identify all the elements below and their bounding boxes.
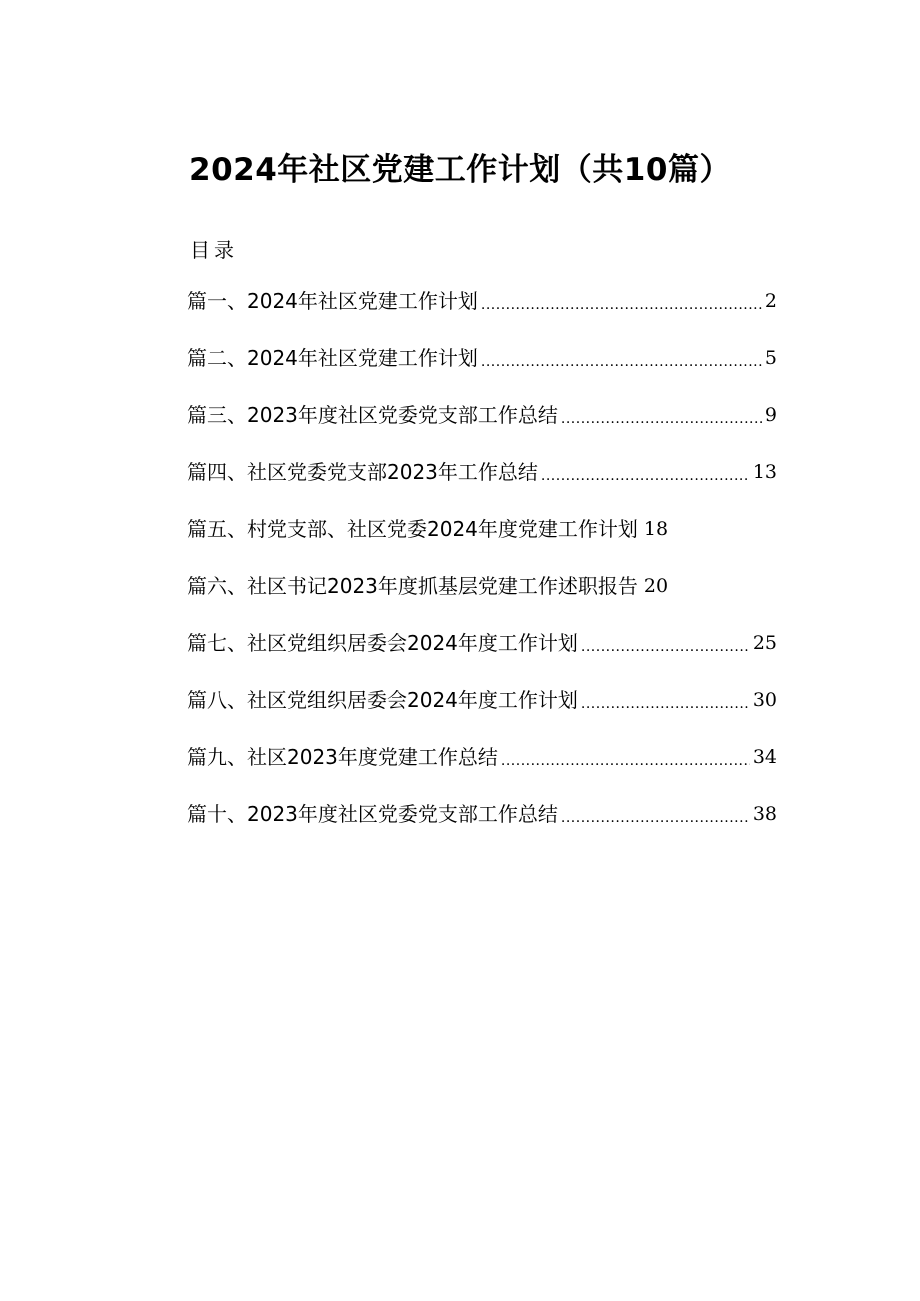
- toc-page-number: 13: [752, 461, 777, 483]
- toc-leader-dots: [581, 685, 750, 715]
- toc-leader-dots: [561, 799, 750, 829]
- toc-entry[interactable]: [187, 571, 777, 628]
- toc-leader-dots: [501, 742, 750, 772]
- toc-entry-title: 篇五、村党支部、社区党委2024年度党建工作计划: [187, 517, 638, 541]
- toc-entry-title: 篇一、2024年社区党建工作计划: [187, 289, 478, 313]
- toc-leader-dots: [541, 457, 750, 487]
- toc-entry[interactable]: [187, 286, 777, 343]
- toc-entry[interactable]: [187, 514, 777, 571]
- toc-leader-dots: [481, 343, 762, 373]
- toc-heading: 目录: [190, 238, 238, 262]
- table-of-contents: [187, 286, 777, 856]
- toc-entry[interactable]: [187, 400, 777, 457]
- toc-entry-title: 篇二、2024年社区党建工作计划: [187, 346, 478, 370]
- toc-leader-dots: [581, 628, 750, 658]
- toc-entry-title: 篇六、社区书记2023年度抓基层党建工作述职报告: [187, 574, 638, 598]
- toc-page-number: 2: [764, 290, 777, 312]
- toc-entry[interactable]: [187, 685, 777, 742]
- toc-entry[interactable]: [187, 343, 777, 400]
- toc-entry-title: 篇十、2023年度社区党委党支部工作总结: [187, 802, 558, 826]
- toc-page-number: 20: [643, 575, 669, 597]
- toc-leader-dots: [561, 400, 762, 430]
- toc-entry[interactable]: [187, 742, 777, 799]
- toc-entry-title: 篇三、2023年度社区党委党支部工作总结: [187, 403, 558, 427]
- toc-entry-title: 篇七、社区党组织居委会2024年度工作计划: [187, 631, 578, 655]
- toc-page-number: 5: [764, 347, 777, 369]
- toc-entry[interactable]: [187, 457, 777, 514]
- toc-page-number: 18: [643, 518, 669, 540]
- toc-entry-title: 篇八、社区党组织居委会2024年度工作计划: [187, 688, 578, 712]
- document-title: 2024年社区党建工作计划（共10篇）: [189, 152, 731, 188]
- toc-leader-dots: [481, 286, 762, 316]
- toc-page-number: 38: [752, 803, 777, 825]
- toc-entry[interactable]: [187, 628, 777, 685]
- toc-page-number: 30: [752, 689, 777, 711]
- toc-entry-title: 篇九、社区2023年度党建工作总结: [187, 745, 498, 769]
- toc-page-number: 25: [752, 632, 777, 654]
- toc-entry-title: 篇四、社区党委党支部2023年工作总结: [187, 460, 538, 484]
- toc-page-number: 34: [752, 746, 777, 768]
- toc-page-number: 9: [764, 404, 777, 426]
- toc-entry[interactable]: [187, 799, 777, 856]
